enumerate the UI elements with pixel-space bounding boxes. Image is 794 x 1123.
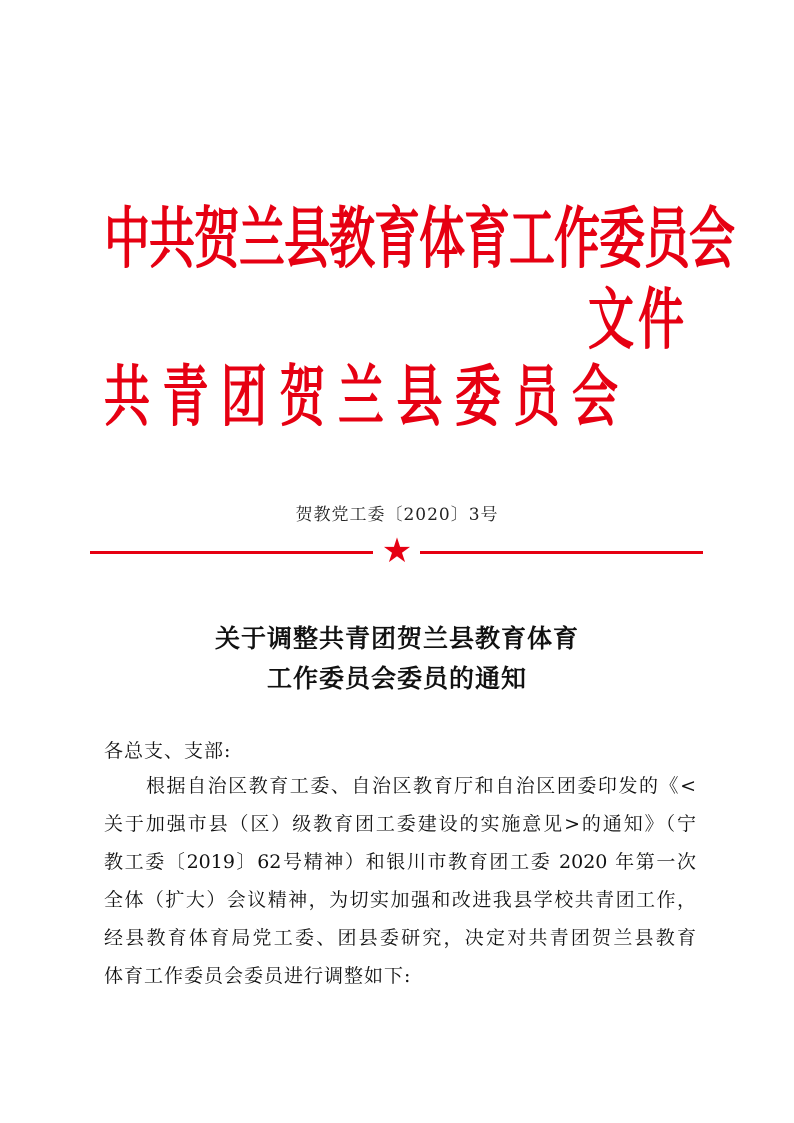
notice-title-line-1: 关于调整共青团贺兰县教育体育 [214,624,579,653]
issuer-line-1: 中共贺兰县教育体育工作委员会 [104,199,734,278]
paragraph-line: 体育工作委员会委员进行调整如下: [104,965,412,987]
salutation: 各总支、支部: [104,740,232,762]
document-number: 贺教党工委〔2020〕3号 [295,505,499,525]
notice-title-line-2: 工作委员会委员的通知 [266,664,527,693]
star-icon: ★ [381,531,413,571]
paragraph-line: 经县教育体育局党工委、团县委研究，决定对共青团贺兰县教育 [104,927,696,949]
paragraph-line: 教工委〔2019〕62号精神）和银川市教育团工委 2020 年第一次 [104,851,696,873]
paragraph-line: 根据自治区教育工委、自治区教育厅和自治区团委印发的《< [146,775,696,797]
document-word: 文件 [588,280,688,359]
paragraph-line: 关于加强市县（区）级教育团工委建设的实施意见>的通知》（宁 [104,813,696,835]
issuer-line-2: 共青团贺兰县委员会 [104,357,631,436]
separator-rule-right [420,551,703,554]
paragraph-line: 全体（扩大）会议精神，为切实加强和改进我县学校共青团工作， [104,889,696,911]
separator-rule-left [90,551,373,554]
